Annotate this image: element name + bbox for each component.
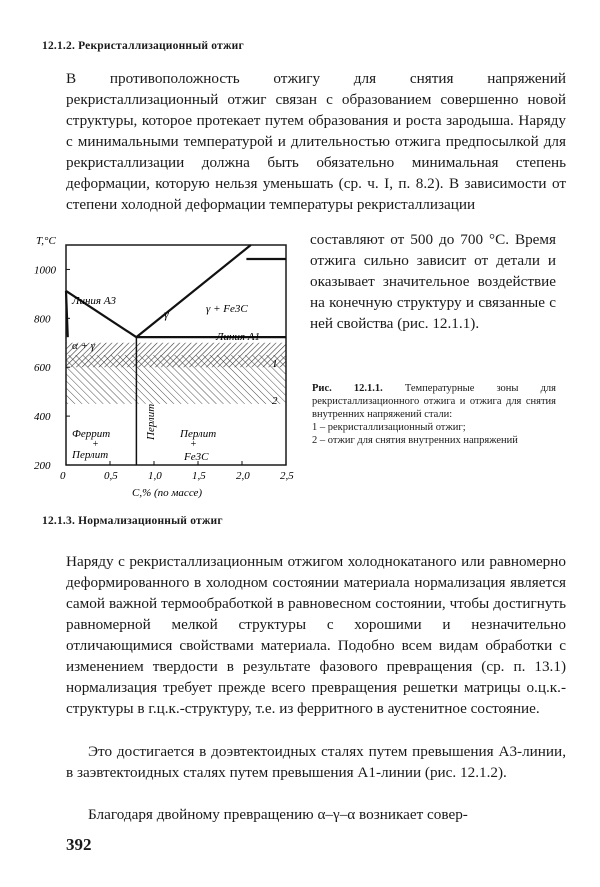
phase-line-acm bbox=[136, 245, 250, 337]
page-number: 392 bbox=[66, 835, 92, 854]
x-tick-label: 1,5 bbox=[192, 470, 206, 482]
caption-title: Рис. 12.1.1. bbox=[312, 383, 383, 394]
label-line-a1: Линия A1 bbox=[216, 331, 260, 343]
x-tick-label: 2,5 bbox=[280, 470, 294, 482]
label-ferrite: Феррит bbox=[72, 428, 111, 440]
x-tick-label: 1,0 bbox=[148, 470, 162, 482]
y-tick-label: 200 bbox=[34, 460, 51, 472]
label-plus-2: + bbox=[190, 439, 197, 450]
phase-diagram-figure bbox=[30, 232, 300, 500]
x-tick-label: 2,0 bbox=[236, 470, 250, 482]
label-line-a3: Линия A3 bbox=[72, 295, 116, 307]
section-heading-normalization: 12.1.3. Нормализационный отжиг bbox=[42, 515, 223, 527]
label-perlite-vertical: Перлит bbox=[145, 403, 157, 440]
paragraph-1-continued: составляют от 500 до 700 °С. Время отжига сильно зависит от детали и оказывает значительное воздействие на конечную структуру и связанные с ней свойства (рис. 12.1.1). bbox=[310, 231, 556, 332]
x-tick-label: 0,5 bbox=[104, 470, 118, 482]
paragraph-2: Наряду с рекристаллизационным отжигом холоднокатаного или равномерно деформированного в холодном состоянии материала нормализация является самой важной термообработкой в равновесном состоянии, чтобы достигнуть равномерной мелкой структуры с хорошими и незначительно отличающимися свойствами материала. Подобно всем видам обработки с изменением твердости в результате фазового превращения (ср. п. 13.1) нормализация требует прежде всего превращения решетки матрицы о.ц.к.-структуры в г.ц.к.-структуру, т.е. из ферритного в аустенитное состояние. bbox=[66, 553, 566, 717]
caption-legend-1: 1 – рекристаллизационный отжиг; bbox=[312, 422, 466, 433]
y-axis-label: T,°C bbox=[36, 235, 56, 247]
x-tick-label: 0 bbox=[60, 470, 66, 482]
label-alpha-gamma: α + γ bbox=[72, 340, 96, 352]
paragraph-4: Благодаря двойному превращению α–γ–α возникает совер- bbox=[88, 806, 468, 823]
label-plus-1: + bbox=[92, 439, 99, 450]
caption-text: Температурные зоны для рекристаллизационного отжига и отжига для снятия внутренних напряжений стали: bbox=[312, 383, 556, 420]
section-heading-recrystallization: 12.1.2. Рекристаллизационный отжиг bbox=[42, 40, 244, 52]
y-tick-label: 600 bbox=[34, 362, 51, 375]
y-tick-label: 800 bbox=[34, 313, 51, 326]
caption-legend-2: 2 – отжиг для снятия внутренних напряжений bbox=[312, 435, 518, 446]
zone-1-recrystallization bbox=[66, 343, 286, 367]
label-ferrite-perlite: Перлит bbox=[72, 449, 109, 461]
x-axis-label: C,% (по массе) bbox=[132, 487, 203, 499]
label-gamma: γ bbox=[164, 307, 169, 321]
y-tick-label: 1000 bbox=[34, 264, 56, 277]
paragraph-3: Это достигается в доэвтектоидных сталях путем превышения A3-линии, в заэвтектоидных сталях путем превышения A1-линии (рис. 12.1.2). bbox=[66, 743, 566, 781]
label-gamma-fe3c: γ + Fe3C bbox=[206, 303, 248, 315]
label-perlite: Перлит bbox=[180, 428, 217, 440]
y-tick-label: 400 bbox=[34, 411, 51, 424]
figure-caption bbox=[312, 382, 556, 447]
paragraph-1: В противоположность отжигу для снятия напряжений рекристаллизационный отжиг связан с образованием совершенно новой структуры, которое протекает путем образования и роста зародыша. Наряду с минимальными температурой и длительностью отжига предпосылкой для рекристаллизации должна быть обязательно минимальная степень деформации, которую нельзя уменьшать (ср. ч. I, п. 8.2). В зависимости от степени холодной деформации температуры рекристаллизации bbox=[66, 70, 566, 213]
label-fe3c: Fe3C bbox=[184, 451, 209, 463]
label-zone-2: 2 bbox=[272, 395, 278, 407]
annealing-zones bbox=[66, 343, 286, 404]
label-zone-1: 1 bbox=[272, 358, 278, 370]
